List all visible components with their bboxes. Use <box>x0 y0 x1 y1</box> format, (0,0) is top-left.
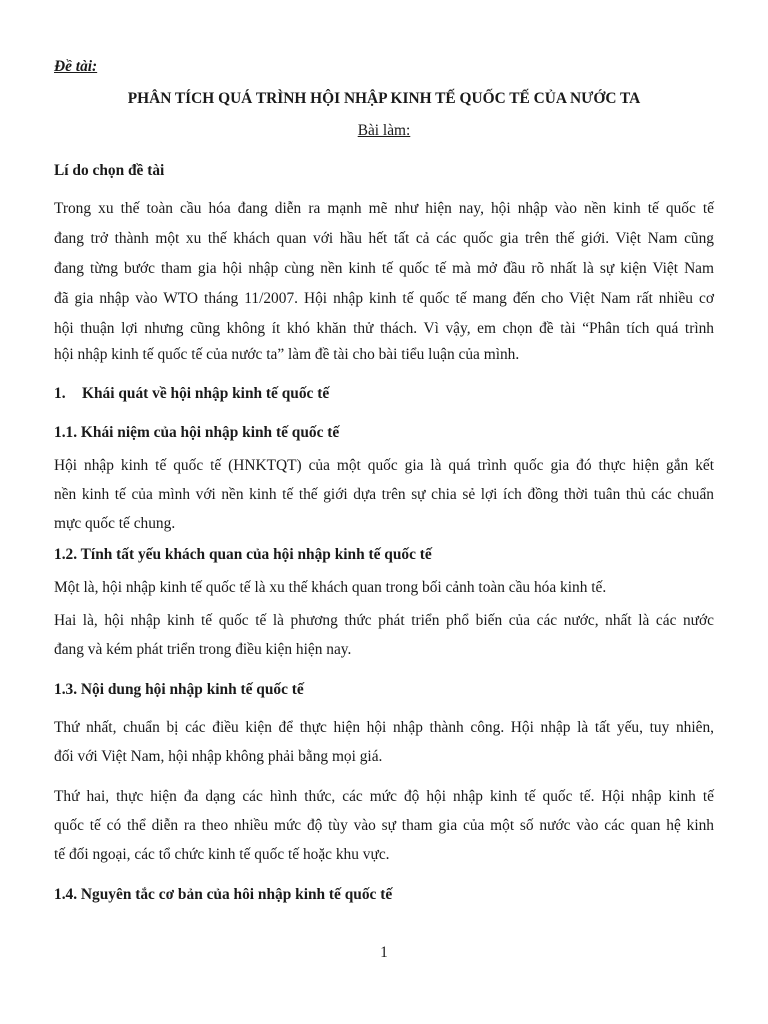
intro-line: đang trở thành một xu thế khách quan với hầu hết tất cả các quốc gia trên thế giới. Việt Nam cũng <box>54 230 714 247</box>
document-subtitle: Bài làm: <box>357 122 411 139</box>
section-1-2-heading: 1.2. Tính tất yếu khách quan của hội nhập kinh tế quốc tế <box>54 546 432 563</box>
section1-number: 1. <box>54 385 66 402</box>
reason-heading: Lí do chọn đề tài <box>54 162 165 179</box>
section-1-3-line: tế đối ngoại, các tổ chức kinh tế quốc tế hoặc khu vực. <box>54 846 390 863</box>
section-1-1-line: mực quốc tế chung. <box>54 515 176 532</box>
section-1-3-line: quốc tế có thể diễn ra theo nhiều mức độ tùy vào sự tham gia của một số nước vào các quan hệ kinh <box>54 817 714 834</box>
intro-line: hội thuận lợi nhưng cũng không ít khó khăn thử thách. Vì vậy, em chọn đề tài “Phân tích quá trình <box>54 320 714 337</box>
document-title: PHÂN TÍCH QUÁ TRÌNH HỘI NHẬP KINH TẾ QUỐC TẾ CỦA NƯỚC TA <box>127 90 641 107</box>
section-1-4-heading: 1.4. Nguyên tắc cơ bản của hôi nhập kinh tế quốc tế <box>54 886 393 903</box>
section-1-1-line: Hội nhập kinh tế quốc tế (HNKTQT) của một quốc gia là quá trình quốc gia đó thực hiện gắn kết <box>54 457 714 474</box>
section-1-2-line: đang và kém phát triển trong điều kiện hiện nay. <box>54 641 352 658</box>
intro-line: Trong xu thế toàn cầu hóa đang diễn ra mạnh mẽ như hiện nay, hội nhập vào nền kinh tế quốc tế <box>54 200 714 217</box>
section-1-1-heading: 1.1. Khái niệm của hội nhập kinh tế quốc tế <box>54 424 340 441</box>
page-number: 1 <box>380 944 388 961</box>
topic-label: Đề tài: <box>54 58 98 75</box>
intro-line: hội nhập kinh tế quốc tế của nước ta” làm đề tài cho bài tiểu luận của mình. <box>54 346 520 363</box>
intro-line: đã gia nhập vào WTO tháng 11/2007. Hội nhập kinh tế quốc tế mang đến cho Việt Nam rất nhiều cơ <box>54 290 714 307</box>
section-1-3-line: Thứ nhất, chuẩn bị các điều kiện để thực hiện hội nhập thành công. Hội nhập là tất yếu, tuy nhiên, <box>54 719 714 736</box>
section-1-2-line: Một là, hội nhập kinh tế quốc tế là xu thế khách quan trong bối cảnh toàn cầu hóa kinh tế. <box>54 579 607 596</box>
section1-title: Khái quát về hội nhập kinh tế quốc tế <box>82 385 330 402</box>
section-1-3-line: đối với Việt Nam, hội nhập không phải bằng mọi giá. <box>54 748 383 765</box>
section-1-3-line: Thứ hai, thực hiện đa dạng các hình thức, các mức độ hội nhập kinh tế quốc tế. Hội nhập kinh tế <box>54 788 714 805</box>
section-1-1-line: nền kinh tế của mình với nền kinh tế thế giới dựa trên sự chia sẻ lợi ích đồng thời tuân thủ các chuẩn <box>54 486 714 503</box>
intro-line: đang từng bước tham gia hội nhập cùng nền kinh tế quốc tế mà mở đầu rõ nhất là sự kiện Việt Nam <box>54 260 714 277</box>
section-1-3-heading: 1.3. Nội dung hội nhập kinh tế quốc tế <box>54 681 304 698</box>
section-1-2-line: Hai là, hội nhập kinh tế quốc tế là phương thức phát triển phổ biến của các nước, nhất là các nước <box>54 612 714 629</box>
